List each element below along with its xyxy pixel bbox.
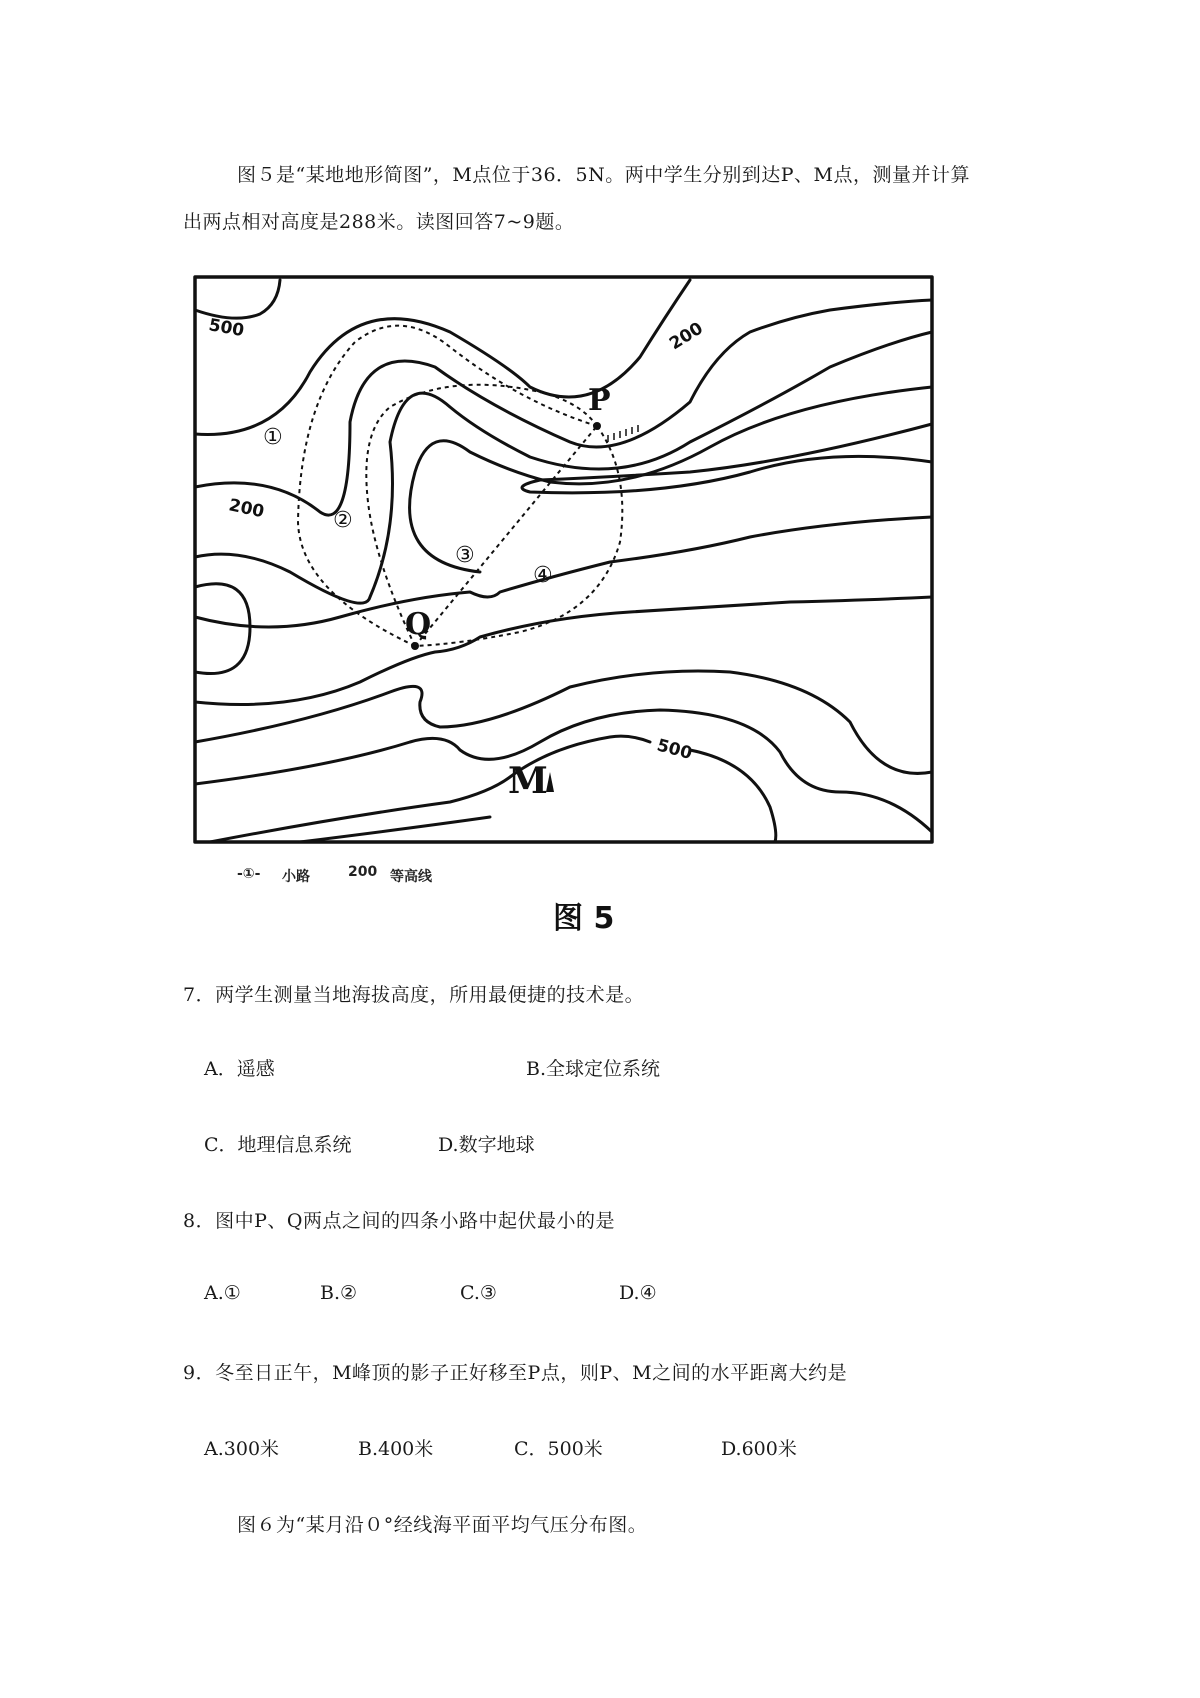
contour-label-200-right: 200 [666, 318, 707, 355]
map-frame [195, 277, 932, 842]
contour-label-500-top: 500 [207, 315, 246, 342]
contour-label-200-left: 200 [226, 495, 266, 523]
contour-line-left-closed [195, 584, 250, 674]
contour-line-band-1 [195, 280, 690, 434]
question-9-option-d: D.600米 [721, 1438, 797, 1460]
point-m-label: M [508, 760, 548, 802]
contour-label-500-bottom: 500 [654, 735, 695, 765]
question-8-stem: 8．图中P、Q两点之间的四条小路中起伏最小的是 [183, 1210, 615, 1232]
trail-label-1: ① [263, 425, 283, 450]
trail-4 [415, 426, 622, 646]
question-8-option-d: D.④ [619, 1282, 657, 1304]
question-8-option-b: B.② [320, 1282, 358, 1304]
legend-path-text: 小路 [282, 869, 310, 885]
question-7-option-a: A．遥感 [204, 1058, 275, 1080]
question-8-option-c: C.③ [460, 1282, 497, 1304]
point-q-label: Q [405, 607, 432, 642]
contour-line-top-left-500 [195, 280, 280, 318]
contour-line-lower-3 [195, 710, 932, 832]
trail-2 [366, 385, 597, 646]
contour-line-lower-1 [195, 597, 932, 705]
contour-line-inner-loop [410, 387, 932, 572]
trail-label-3: ③ [455, 543, 475, 568]
point-q-dot [411, 642, 419, 650]
question-8-option-a: A.① [204, 1282, 241, 1304]
intro-line-1: 图５是“某地地形简图”，M点位于36．5N。两中学生分别到达P、M点，测量并计算 [237, 164, 971, 186]
contour-line-lower-2 [195, 671, 932, 773]
topographic-map [190, 272, 942, 928]
legend-contour-symbol: 200 [348, 864, 378, 880]
question-7-stem: 7．两学生测量当地海拔高度，所用最便捷的技术是。 [183, 984, 645, 1006]
trail-label-2: ② [333, 508, 353, 533]
question-9-option-a: A.300米 [204, 1438, 280, 1460]
trail-label-4: ④ [533, 563, 553, 588]
trail-3 [415, 426, 597, 646]
contour-line-middle [195, 517, 932, 627]
intro-line-2: 出两点相对高度是288米。读图回答7~9题。 [183, 211, 575, 233]
figure-caption: 图 5 [553, 901, 615, 936]
question-9-option-c: C．500米 [514, 1438, 603, 1460]
legend-path-symbol: -①- [237, 866, 261, 882]
question-7-option-c: C．地理信息系统 [204, 1134, 352, 1156]
point-p-dot [593, 422, 601, 430]
question-9-stem: 9．冬至日正午，M峰顶的影子正好移至P点，则P、M之间的水平距离大约是 [183, 1362, 848, 1384]
question-9-option-b: B.400米 [358, 1438, 434, 1460]
figure-6-intro: 图６为“某月沿０°经线海平面平均气压分布图。 [237, 1514, 648, 1536]
question-7-option-b: B.全球定位系统 [526, 1058, 661, 1080]
point-p-label: P [588, 383, 611, 418]
question-7-option-d: D.数字地球 [438, 1134, 535, 1156]
legend-contour-text: 等高线 [390, 869, 432, 885]
